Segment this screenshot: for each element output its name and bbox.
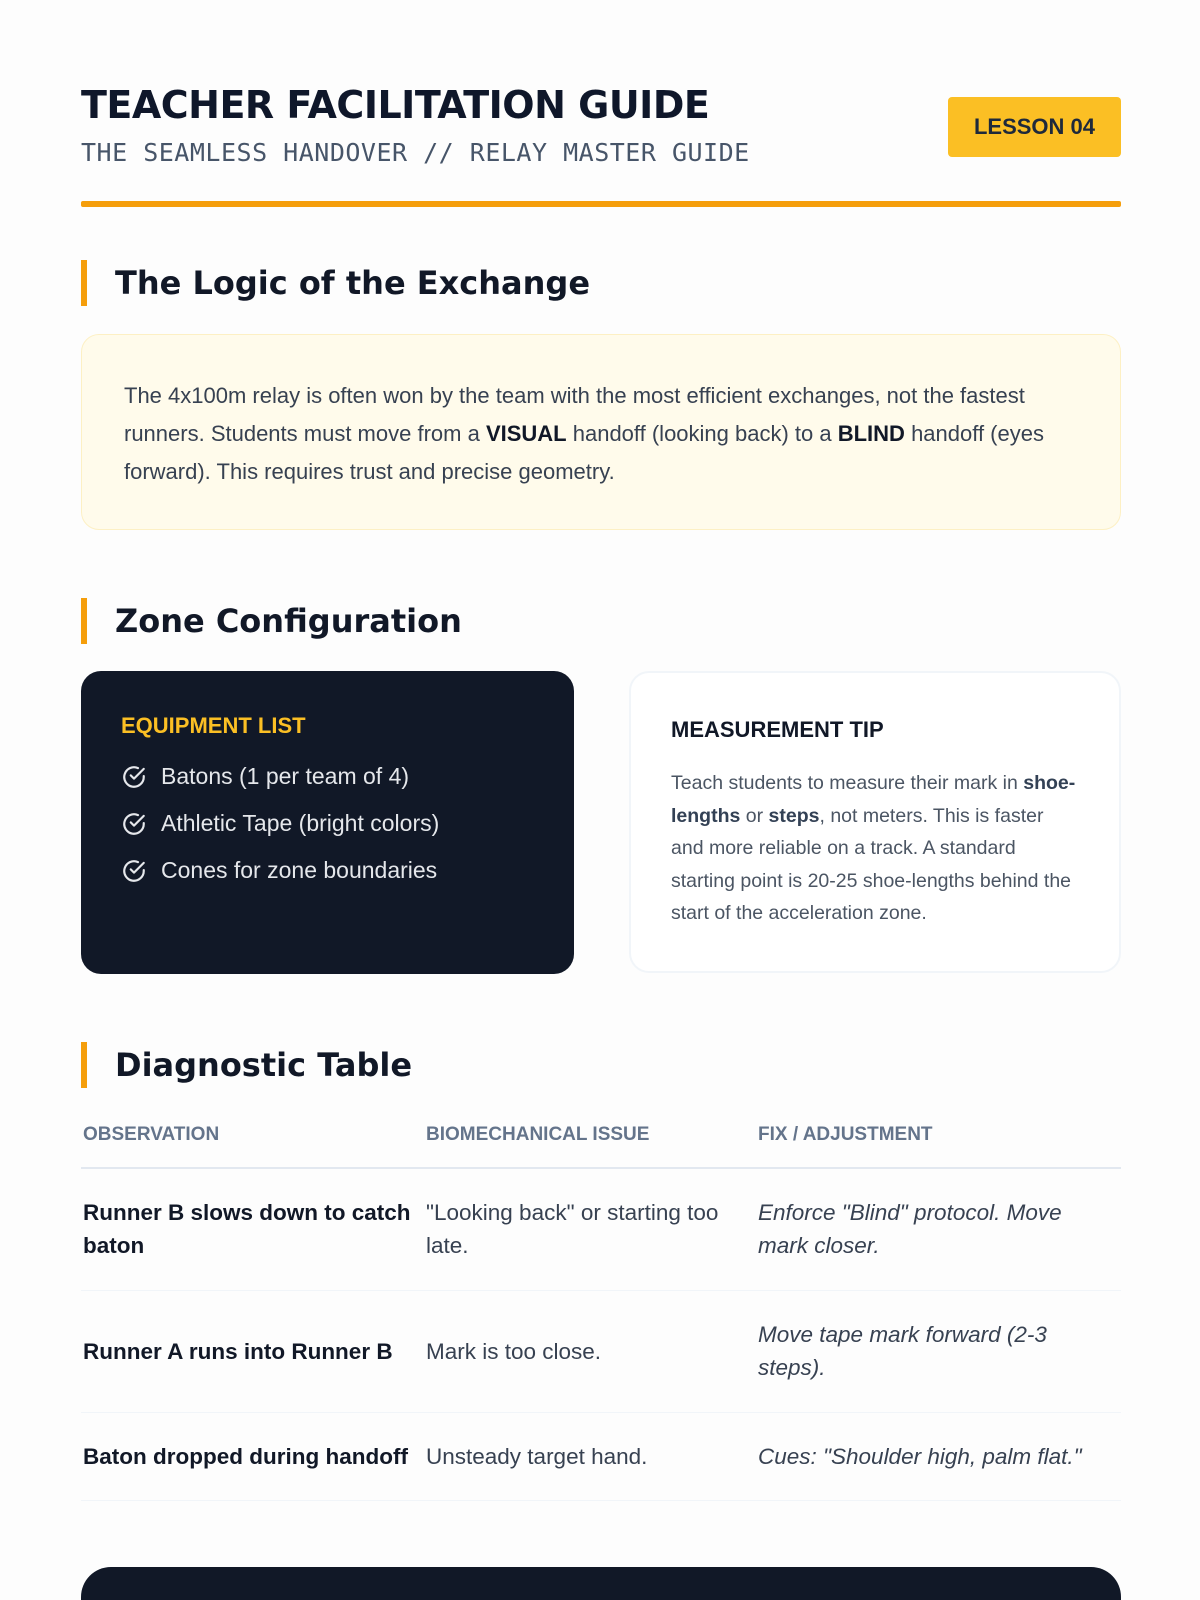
section-heading-logic xyxy=(81,260,590,306)
column-header: BIOMECHANICAL ISSUE xyxy=(424,1108,756,1168)
tip-paragraph xyxy=(671,767,1079,930)
equipment-item-label: Athletic Tape (bright colors) xyxy=(161,810,440,836)
visual-keyword: VISUAL xyxy=(485,421,567,446)
equipment-card xyxy=(81,671,574,974)
equipment-item xyxy=(121,800,534,847)
logic-callout xyxy=(81,334,1121,530)
column-header: OBSERVATION xyxy=(81,1108,424,1168)
tip-text: or xyxy=(740,804,769,827)
logic-text: handoff (looking back) to a xyxy=(566,421,838,446)
check-circle-icon xyxy=(121,811,147,837)
blind-keyword: BLIND xyxy=(837,421,905,446)
diagnostic-table xyxy=(81,1108,1121,1501)
page-header xyxy=(81,80,1121,206)
page-title: TEACHER FACILITATION GUIDE xyxy=(81,83,710,127)
equipment-item xyxy=(121,753,534,800)
logic-text: handoff (eyes forward). This requires trust and precise geometry. xyxy=(124,421,1044,484)
logic-paragraph xyxy=(124,377,1080,491)
fix-cell: Move tape mark forward (2-3 steps). xyxy=(756,1290,1121,1412)
tip-keyword: steps xyxy=(768,804,820,827)
issue-cell: Unsteady target hand. xyxy=(424,1412,756,1500)
check-circle-icon xyxy=(121,858,147,884)
equipment-item-label: Cones for zone boundaries xyxy=(161,857,438,883)
section-title: The Logic of the Exchange xyxy=(115,264,591,302)
table-row xyxy=(81,1290,1121,1412)
section-accent-bar xyxy=(81,598,87,644)
section-accent-bar xyxy=(81,260,87,306)
fix-cell: Enforce "Blind" protocol. Move mark closer. xyxy=(756,1168,1121,1290)
equipment-list xyxy=(121,753,534,894)
fix-cell: Cues: "Shoulder high, palm flat." xyxy=(756,1412,1121,1500)
footer-block xyxy=(81,1567,1121,1600)
equipment-item xyxy=(121,847,534,894)
observation-cell: Runner B slows down to catch baton xyxy=(81,1168,424,1290)
issue-cell: "Looking back" or starting too late. xyxy=(424,1168,756,1290)
tip-title: MEASUREMENT TIP xyxy=(671,717,884,742)
section-title: Zone Configuration xyxy=(115,602,462,640)
check-circle-icon xyxy=(121,764,147,790)
observation-cell: Baton dropped during handoff xyxy=(81,1412,424,1500)
section-title: Diagnostic Table xyxy=(115,1046,413,1084)
table-row xyxy=(81,1412,1121,1500)
section-accent-bar xyxy=(81,1042,87,1088)
tip-keyword: shoe-lengths xyxy=(671,772,1076,827)
header-divider xyxy=(81,201,1121,207)
table-row xyxy=(81,1168,1121,1290)
page-subtitle: THE SEAMLESS HANDOVER // RELAY MASTER GUIDE xyxy=(81,138,750,167)
measurement-tip-card xyxy=(629,671,1121,973)
column-header: FIX / ADJUSTMENT xyxy=(756,1108,1121,1168)
section-heading-zone xyxy=(81,598,462,644)
observation-cell: Runner A runs into Runner B xyxy=(81,1290,424,1412)
tip-text: Teach students to measure their mark in xyxy=(671,772,1024,794)
equipment-item-label: Batons (1 per team of 4) xyxy=(161,763,410,789)
issue-cell: Mark is too close. xyxy=(424,1290,756,1412)
table-header-row xyxy=(81,1108,1121,1168)
logic-text: The 4x100m relay is often won by the team with the most efficient exchanges, not the fastest runners. Students must move from a xyxy=(124,383,1025,446)
lesson-badge: LESSON 04 xyxy=(948,97,1121,157)
section-heading-diagnostic xyxy=(81,1042,412,1088)
tip-text: , not meters. This is faster and more reliable on a track. A standard starting point is 20-25 shoe-lengths behind the start of the acceleration zone. xyxy=(671,804,1072,924)
equipment-title: EQUIPMENT LIST xyxy=(121,713,306,738)
